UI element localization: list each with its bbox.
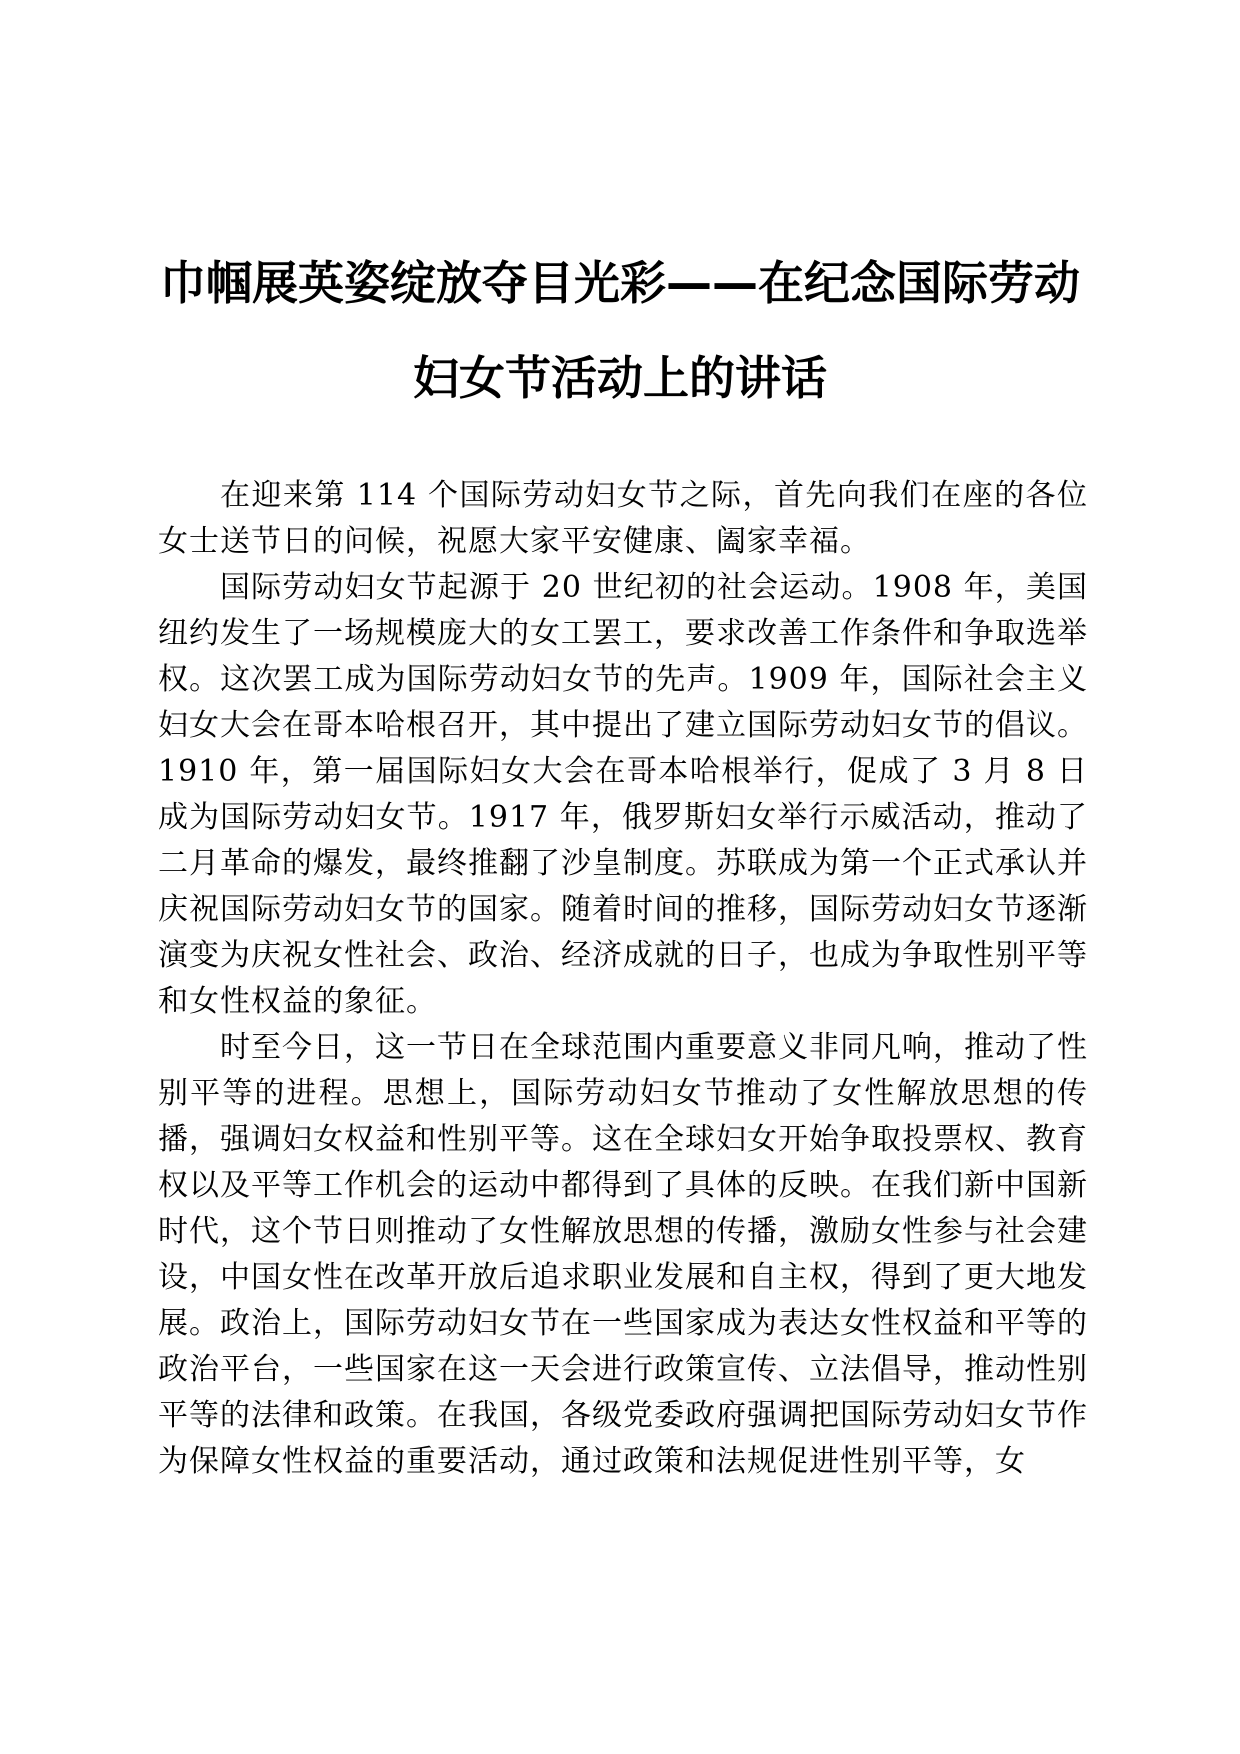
paragraph-greeting: 在迎来第 114 个国际劳动妇女节之际，首先向我们在座的各位女士送节日的问候，祝愿大家平安健康、阖家幸福。 (158, 478, 1088, 559)
paragraph-history: 国际劳动妇女节起源于 20 世纪初的社会运动。1908 年，美国纽约发生了一场规模庞大的女工罢工，要求改善工作条件和争取选举权。这次罢工成为国际劳动妇女节的先声。1909 年，国际社会主义妇女大会在哥本哈根召开，其中提出了建立国际劳动妇女节的倡议。1910 年，第一届国际妇女大会在哥本哈根举行，促成了 3 月 8 日成为国际劳动妇女节。1917 年，俄罗斯妇女举行示威活动，推动了二月革命的爆发，最终推翻了沙皇制度。苏联成为第一个正式承认并庆祝国际劳动妇女节的国家。随着时间的推移，国际劳动妇女节逐渐演变为庆祝女性社会、政治、经济成就的日子，也成为争取性别平等和女性权益的象征。 (158, 570, 1088, 1019)
document-body (158, 473, 1088, 1485)
paragraph-significance: 时至今日，这一节日在全球范围内重要意义非同凡响，推动了性别平等的进程。思想上，国际劳动妇女节推动了女性解放思想的传播，强调妇女权益和性别平等。这在全球妇女开始争取投票权、教育权以及平等工作机会的运动中都得到了具体的反映。在我们新中国新时代，这个节日则推动了女性解放思想的传播，激励女性参与社会建设，中国女性在改革开放后追求职业发展和自主权，得到了更大地发展。政治上，国际劳动妇女节在一些国家成为表达女性权益和平等的政治平台，一些国家在这一天会进行政策宣传、立法倡导，推动性别平等的法律和政策。在我国，各级党委政府强调把国际劳动妇女节作为保障女性权益的重要活动，通过政策和法规促进性别平等，女 (158, 1030, 1088, 1479)
document-title-line-2: 妇女节活动上的讲话 (413, 351, 827, 405)
document-title-line-1: 巾帼展英姿绽放夺目光彩——在纪念国际劳动 (160, 256, 1080, 310)
